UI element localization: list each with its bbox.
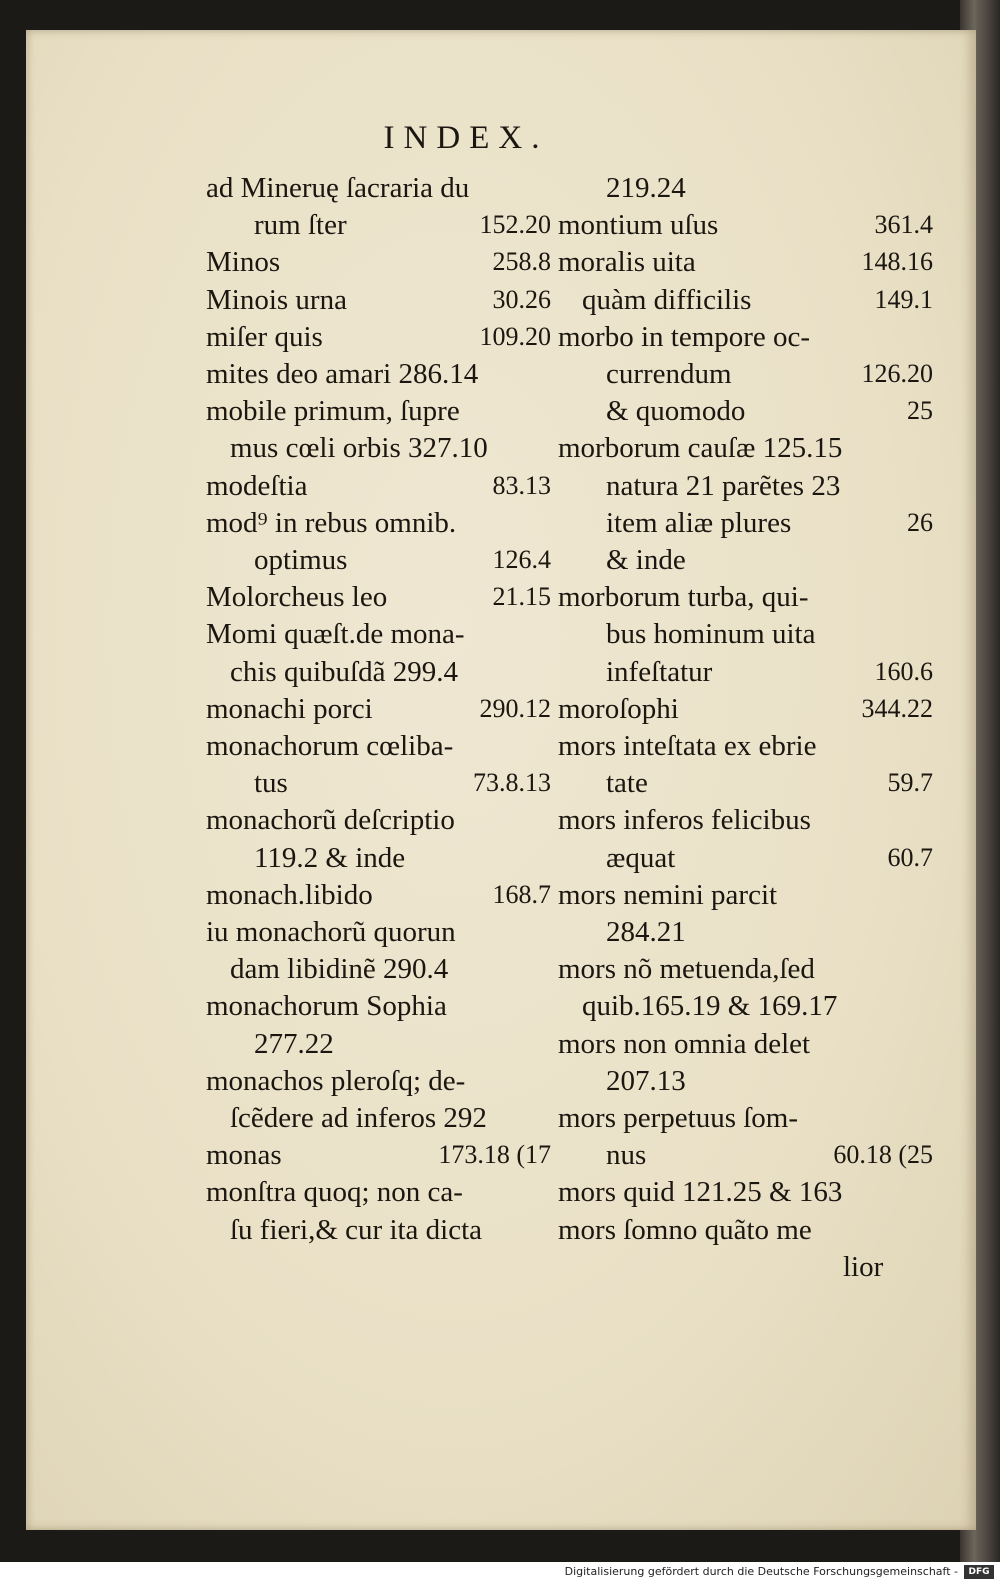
index-entry-page-ref: 148.16 [861,247,933,277]
index-entry-text: montium uſus [558,209,719,242]
index-entry-text: mors quid 121.25 & 163 [558,1176,843,1209]
index-entry-text: morborum turba, qui- [558,581,809,614]
index-entry [206,170,551,206]
index-entry-page-ref: 344.22 [861,693,933,723]
index-entry-text: morborum cauſæ 125.15 [558,432,843,465]
index-entry [206,1063,551,1099]
index-entry-text: monachorum Sophia [206,990,447,1023]
digitization-footer [0,1562,1000,1583]
index-entry-text: monachos pleroſq; de- [206,1064,466,1097]
index-entry [206,468,551,504]
index-entry [206,1212,551,1248]
index-entry-text: mites deo amari 286.14 [206,358,479,390]
index-entry-page-ref: 290.12 [479,693,551,723]
index-entry-text: currendum [606,358,732,390]
index-entry [206,728,551,764]
index-entry-text: mors inteſtata ex ebrie [558,730,817,762]
index-entry-text: & inde [606,544,686,576]
index-entry-text: dam libidinẽ 290.4 [230,953,449,986]
index-entry [206,430,551,466]
index-entry-text: nus [606,1139,647,1172]
index-entry-text: mors perpetuus ſom- [558,1102,799,1134]
index-entry-text: infeſtatur [606,655,713,688]
index-entry [206,356,551,392]
index-entry-text: Minois urna [206,283,347,316]
index-entry-page-ref: 152.20 [479,210,551,240]
index-entry [558,282,933,318]
index-entry [558,1063,933,1099]
index-entry-page-ref: 25 [907,396,933,426]
index-entry-page-ref: 60.18 (25 [833,1140,933,1170]
index-entry [206,282,551,318]
index-entry [206,393,551,429]
index-entry [558,430,933,466]
index-entry-page-ref: 160.6 [874,656,933,686]
index-entry [206,542,551,578]
index-entry [206,765,551,801]
index-entry [206,579,551,615]
index-entry-text: mors nemini parcit [558,878,778,911]
index-entry-page-ref: 126.4 [492,545,551,574]
index-entry [206,1174,551,1210]
index-entry [558,393,933,429]
index-entry-page-ref: 60.7 [887,842,933,872]
page-heading: INDEX. [383,120,549,156]
index-entry-text: mors inferos felicibus [558,804,811,837]
index-entry-page-ref: 21.15 [492,582,551,612]
index-entry [558,207,933,243]
index-entry-page-ref: 149.1 [874,284,933,314]
index-entry-text: monachorum cœliba- [206,730,454,762]
index-entry [206,1026,551,1062]
index-entry [558,1212,933,1248]
index-entry [558,877,933,913]
index-entry-text: item aliæ plures [606,506,792,539]
index-entry-text: lior [843,1250,884,1283]
index-entry-text: 277.22 [254,1027,334,1060]
index-entry [558,1100,933,1136]
index-entry [206,691,551,727]
index-entry [206,802,551,838]
index-entry-page-ref: 73.8.13 [473,768,551,798]
index-entry-text: monachorũ deſcriptio [206,804,455,837]
index-entry-text: Momi quæſt.de mona- [206,618,465,651]
index-entry [558,356,933,392]
index-entry [206,1100,551,1136]
index-entry [558,1026,933,1062]
index-entry-text: tate [606,767,648,800]
index-entry-text: mors non omnia delet [558,1027,811,1060]
index-entry-text: mors ſomno quãto me [558,1213,812,1246]
index-entry [558,319,933,355]
index-entry [558,170,933,206]
index-entry-text: mod⁹ in rebus omnib. [206,506,457,539]
index-entry [206,840,551,876]
index-entry-page-ref: 30.26 [492,284,551,314]
index-entry [558,728,933,764]
index-entry [558,579,933,615]
index-entry-text: quàm difficilis [582,283,752,316]
index-entry-page-ref: 126.20 [861,359,933,388]
index-entry-text: monachi porci [206,692,373,725]
index-entry-page-ref: 83.13 [492,470,551,500]
index-entry [558,468,933,504]
index-entry [206,877,551,913]
index-entry-text: ſu fieri,& cur ita dicta [230,1213,483,1246]
funding-credit: Digitalisierung gefördert durch die Deutsche Forschungsgemeinschaft - [564,1565,958,1578]
index-entry-text: 219.24 [606,172,686,204]
index-entry-text: quib.165.19 & 169.17 [582,990,838,1023]
index-entry-text: natura 21 parẽtes 23 [606,469,841,502]
index-entry [558,951,933,987]
index-entry-text: rum ſter [254,209,347,242]
index-entry [558,802,933,838]
index-entry [206,319,551,355]
index-entry-page-ref: 59.7 [887,768,933,798]
index-entry [206,1137,551,1173]
book-page [26,30,976,1530]
index-entry-page-ref: 258.8 [492,247,551,277]
index-entry-text: mors nõ metuenda,ſed [558,953,815,986]
index-entry-text: bus hominum uita [606,618,816,651]
index-entry-text: monſtra quoq; non ca- [206,1176,463,1209]
index-entry-text: ſcẽdere ad inferos 292 [230,1102,487,1134]
index-entry-text: monas [206,1139,282,1172]
index-entry [206,505,551,541]
index-entry [558,616,933,652]
index-entry [206,951,551,987]
index-entry [558,988,933,1024]
index-entry-text: 284.21 [606,916,686,948]
index-entry-text: moralis uita [558,246,696,279]
index-entry-text: mus cœli orbis 327.10 [230,432,488,465]
index-entry [206,616,551,652]
index-entry-text: & quomodo [606,395,746,428]
index-entry [558,1137,933,1173]
index-entry-text: Minos [206,246,281,279]
index-entry-text: chis quibuſdã 299.4 [230,655,458,688]
index-entry [558,505,933,541]
dfg-logo-icon: DFG [964,1565,994,1579]
index-entry-page-ref: 361.4 [874,210,933,240]
index-entry [558,654,933,690]
index-entry-text: mobile primum, ſupre [206,395,460,428]
index-entry-text: monach.libido [206,878,373,911]
index-entry [558,542,933,578]
index-entry-page-ref: 168.7 [492,879,551,909]
index-entry-text: 207.13 [606,1064,686,1097]
index-entry [206,914,551,950]
index-entry-text: Molorcheus leo [206,581,388,614]
index-entry-text: iu monachorũ quorun [206,916,456,948]
index-entry-text: miſer quis [206,320,323,353]
index-entry-text: 119.2 & inde [254,841,406,874]
index-entry [558,244,933,280]
index-entry [558,765,933,801]
index-entry [206,654,551,690]
index-entry-text: ad Mineruę ſacraria du [206,172,470,204]
index-entry [206,244,551,280]
index-entry-text: optimus [254,544,348,576]
index-entry [206,207,551,243]
index-entry [558,914,933,950]
index-entry-text: moroſophi [558,692,679,725]
index-entry-page-ref: 173.18 (17 [438,1140,551,1170]
index-entry-page-ref: 26 [907,507,933,537]
index-entry-text: morbo in tempore oc- [558,320,811,353]
index-entry [558,691,933,727]
index-entry [558,1249,933,1285]
index-entry-text: tus [254,767,288,800]
index-entry [558,1174,933,1210]
index-entry [558,840,933,876]
index-entry [206,988,551,1024]
index-entry-text: modeſtia [206,469,308,502]
index-entry-page-ref: 109.20 [479,321,551,351]
index-entry-text: æquat [606,841,676,874]
